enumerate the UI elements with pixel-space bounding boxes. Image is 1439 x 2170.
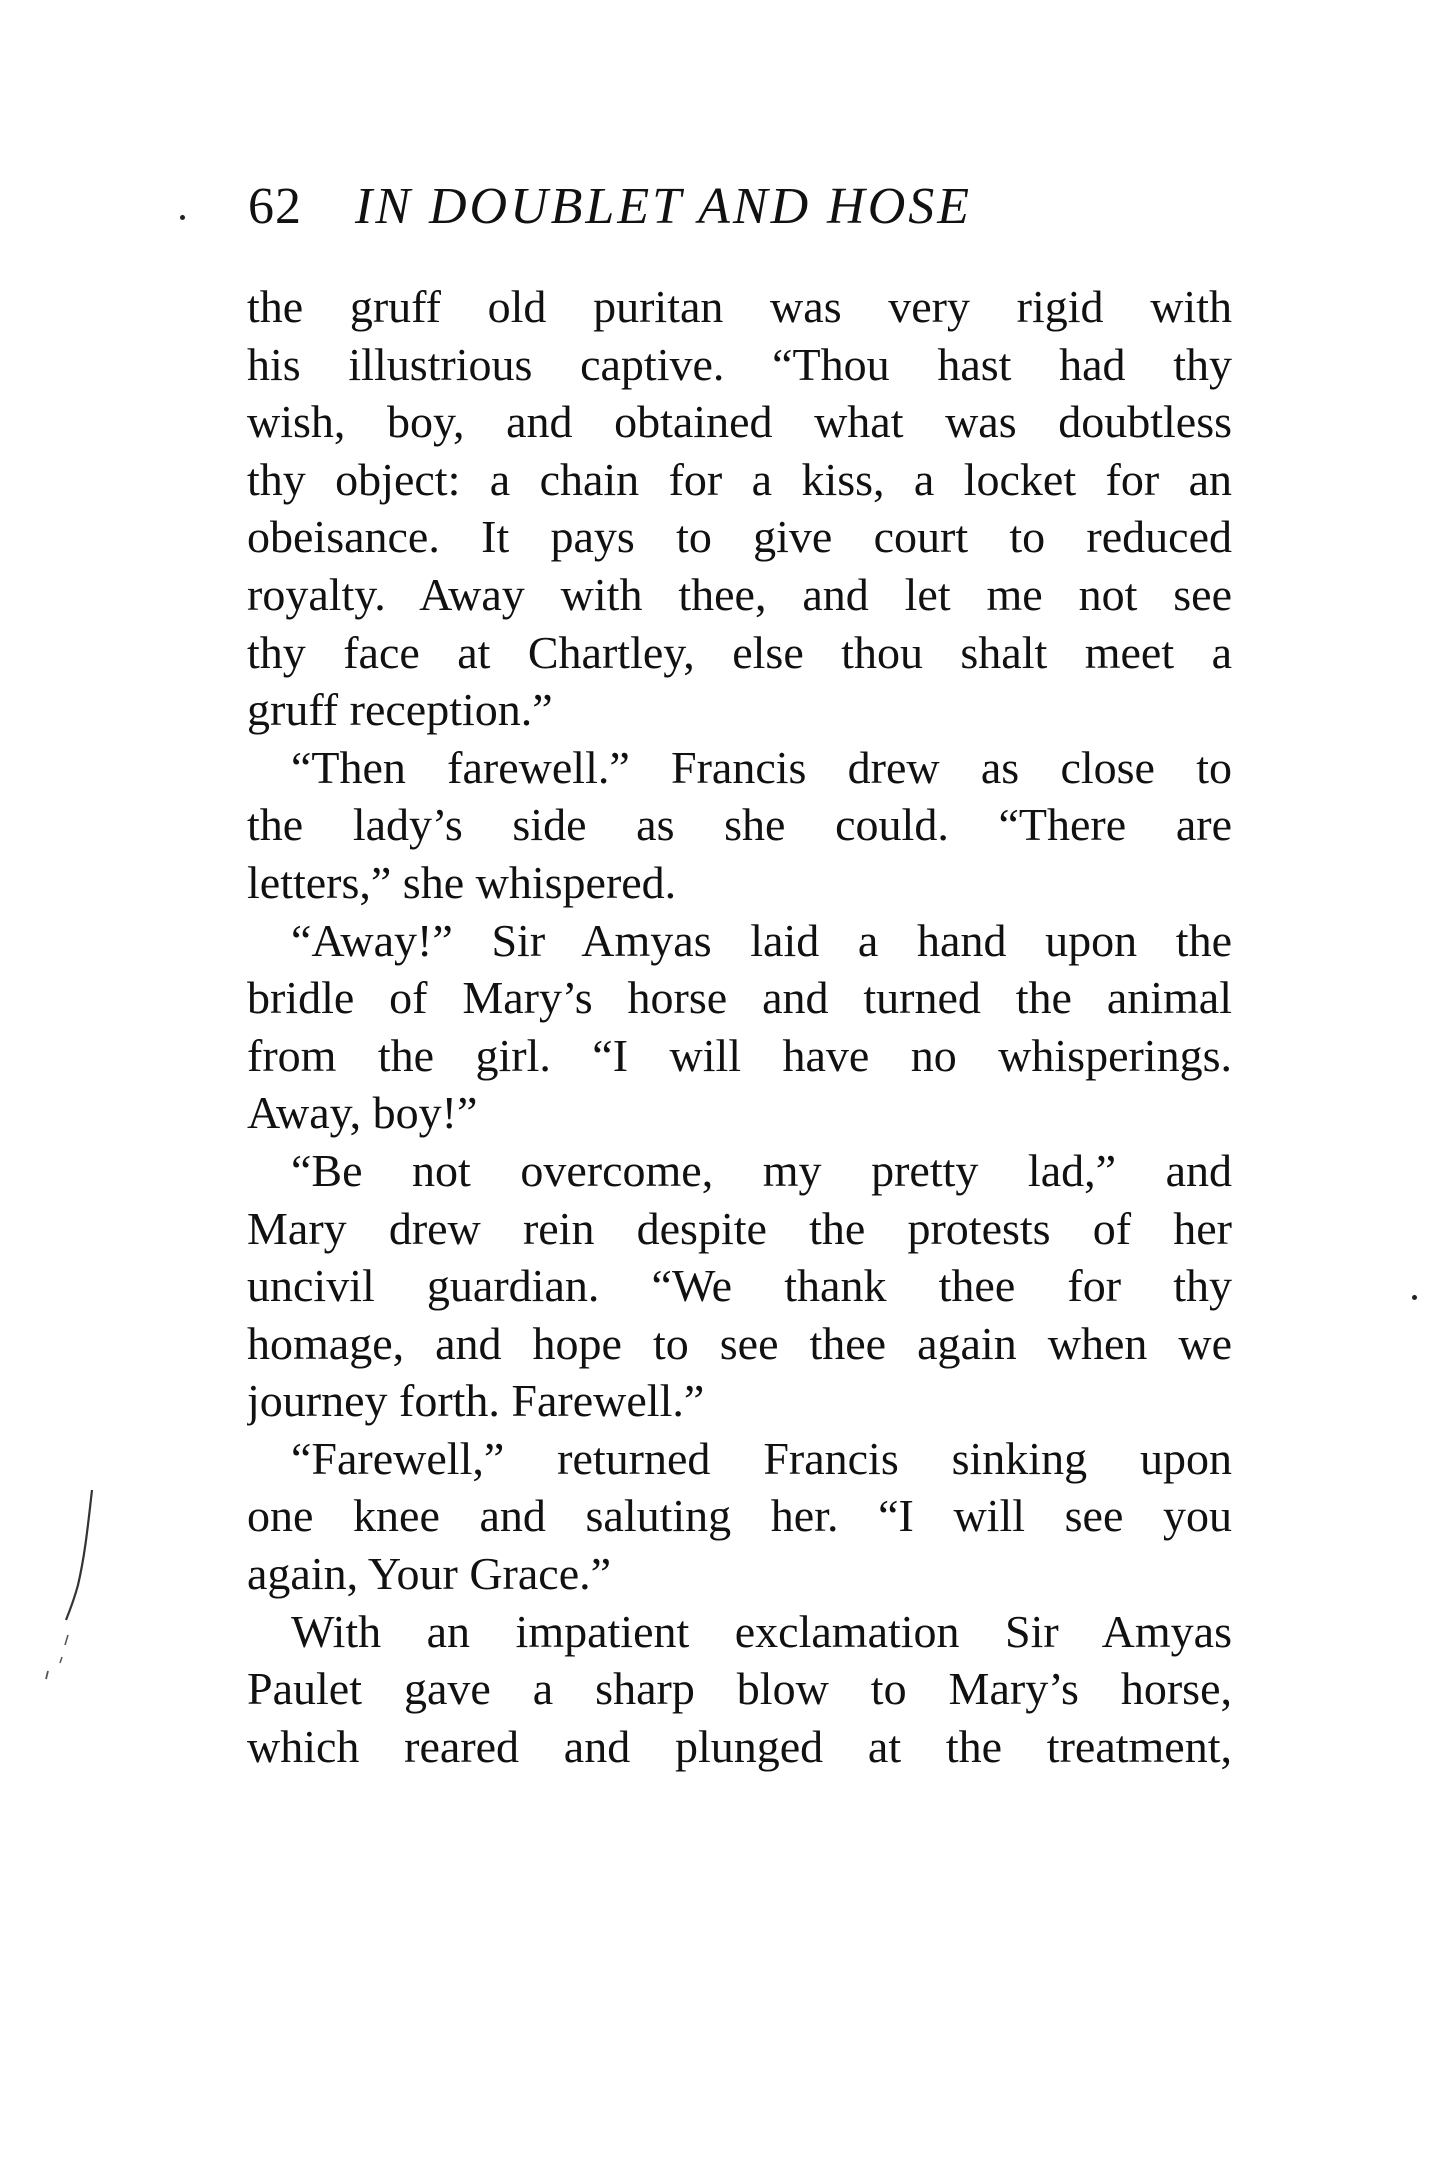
text-line: Mary drew rein despite the protests of her [247, 1202, 1232, 1254]
text-line: one knee and saluting her. “I will see you [247, 1490, 1232, 1542]
text-line: bridle of Mary’s horse and turned the animal [247, 972, 1232, 1024]
header-bullet-mark [180, 215, 185, 220]
text-line: “Away!” Sir Amyas laid a hand upon the [291, 914, 1232, 966]
text-line: again, Your Grace.” [247, 1548, 612, 1600]
text-line: “Then farewell.” Francis drew as close to [291, 741, 1232, 793]
text-line: his illustrious captive. “Thou hast had thy [247, 338, 1232, 390]
text-line: “Be not overcome, my pretty lad,” and [291, 1144, 1232, 1196]
page-number: 62 [248, 178, 302, 235]
text-line: Away, boy!” [247, 1087, 478, 1139]
text-line: the lady’s side as she could. “There are [247, 799, 1232, 851]
margin-pencil-mark [40, 1485, 100, 1685]
text-line: obeisance. It pays to give court to reduced [247, 511, 1232, 563]
running-header [248, 172, 1248, 242]
margin-speck [1412, 1295, 1417, 1300]
text-line: wish, boy, and obtained what was doubtless [247, 396, 1232, 448]
text-line: the gruff old puritan was very rigid with [247, 281, 1232, 332]
text-line: uncivil guardian. “We thank thee for thy [247, 1260, 1232, 1312]
text-line: Paulet gave a sharp blow to Mary’s horse, [247, 1663, 1232, 1715]
text-line: from the girl. “I will have no whisperings. [247, 1029, 1232, 1081]
text-line: homage, and hope to see thee again when we [247, 1317, 1232, 1369]
text-line: thy object: a chain for a kiss, a locket for an [247, 453, 1232, 505]
text-line: letters,” she whispered. [247, 856, 677, 908]
text-line: journey forth. Farewell.” [247, 1375, 705, 1427]
text-line: royalty. Away with thee, and let me not see [247, 568, 1232, 620]
text-line: “Farewell,” returned Francis sinking upon [291, 1432, 1232, 1484]
text-line: gruff reception.” [247, 684, 553, 736]
running-title: IN DOUBLET AND HOSE [355, 178, 973, 235]
text-line: With an impatient exclamation Sir Amyas [291, 1605, 1232, 1657]
text-line: thy face at Chartley, else thou shalt meet a [247, 626, 1232, 678]
body-text [247, 278, 1232, 1775]
text-line: which reared and plunged at the treatment, [247, 1720, 1232, 1772]
